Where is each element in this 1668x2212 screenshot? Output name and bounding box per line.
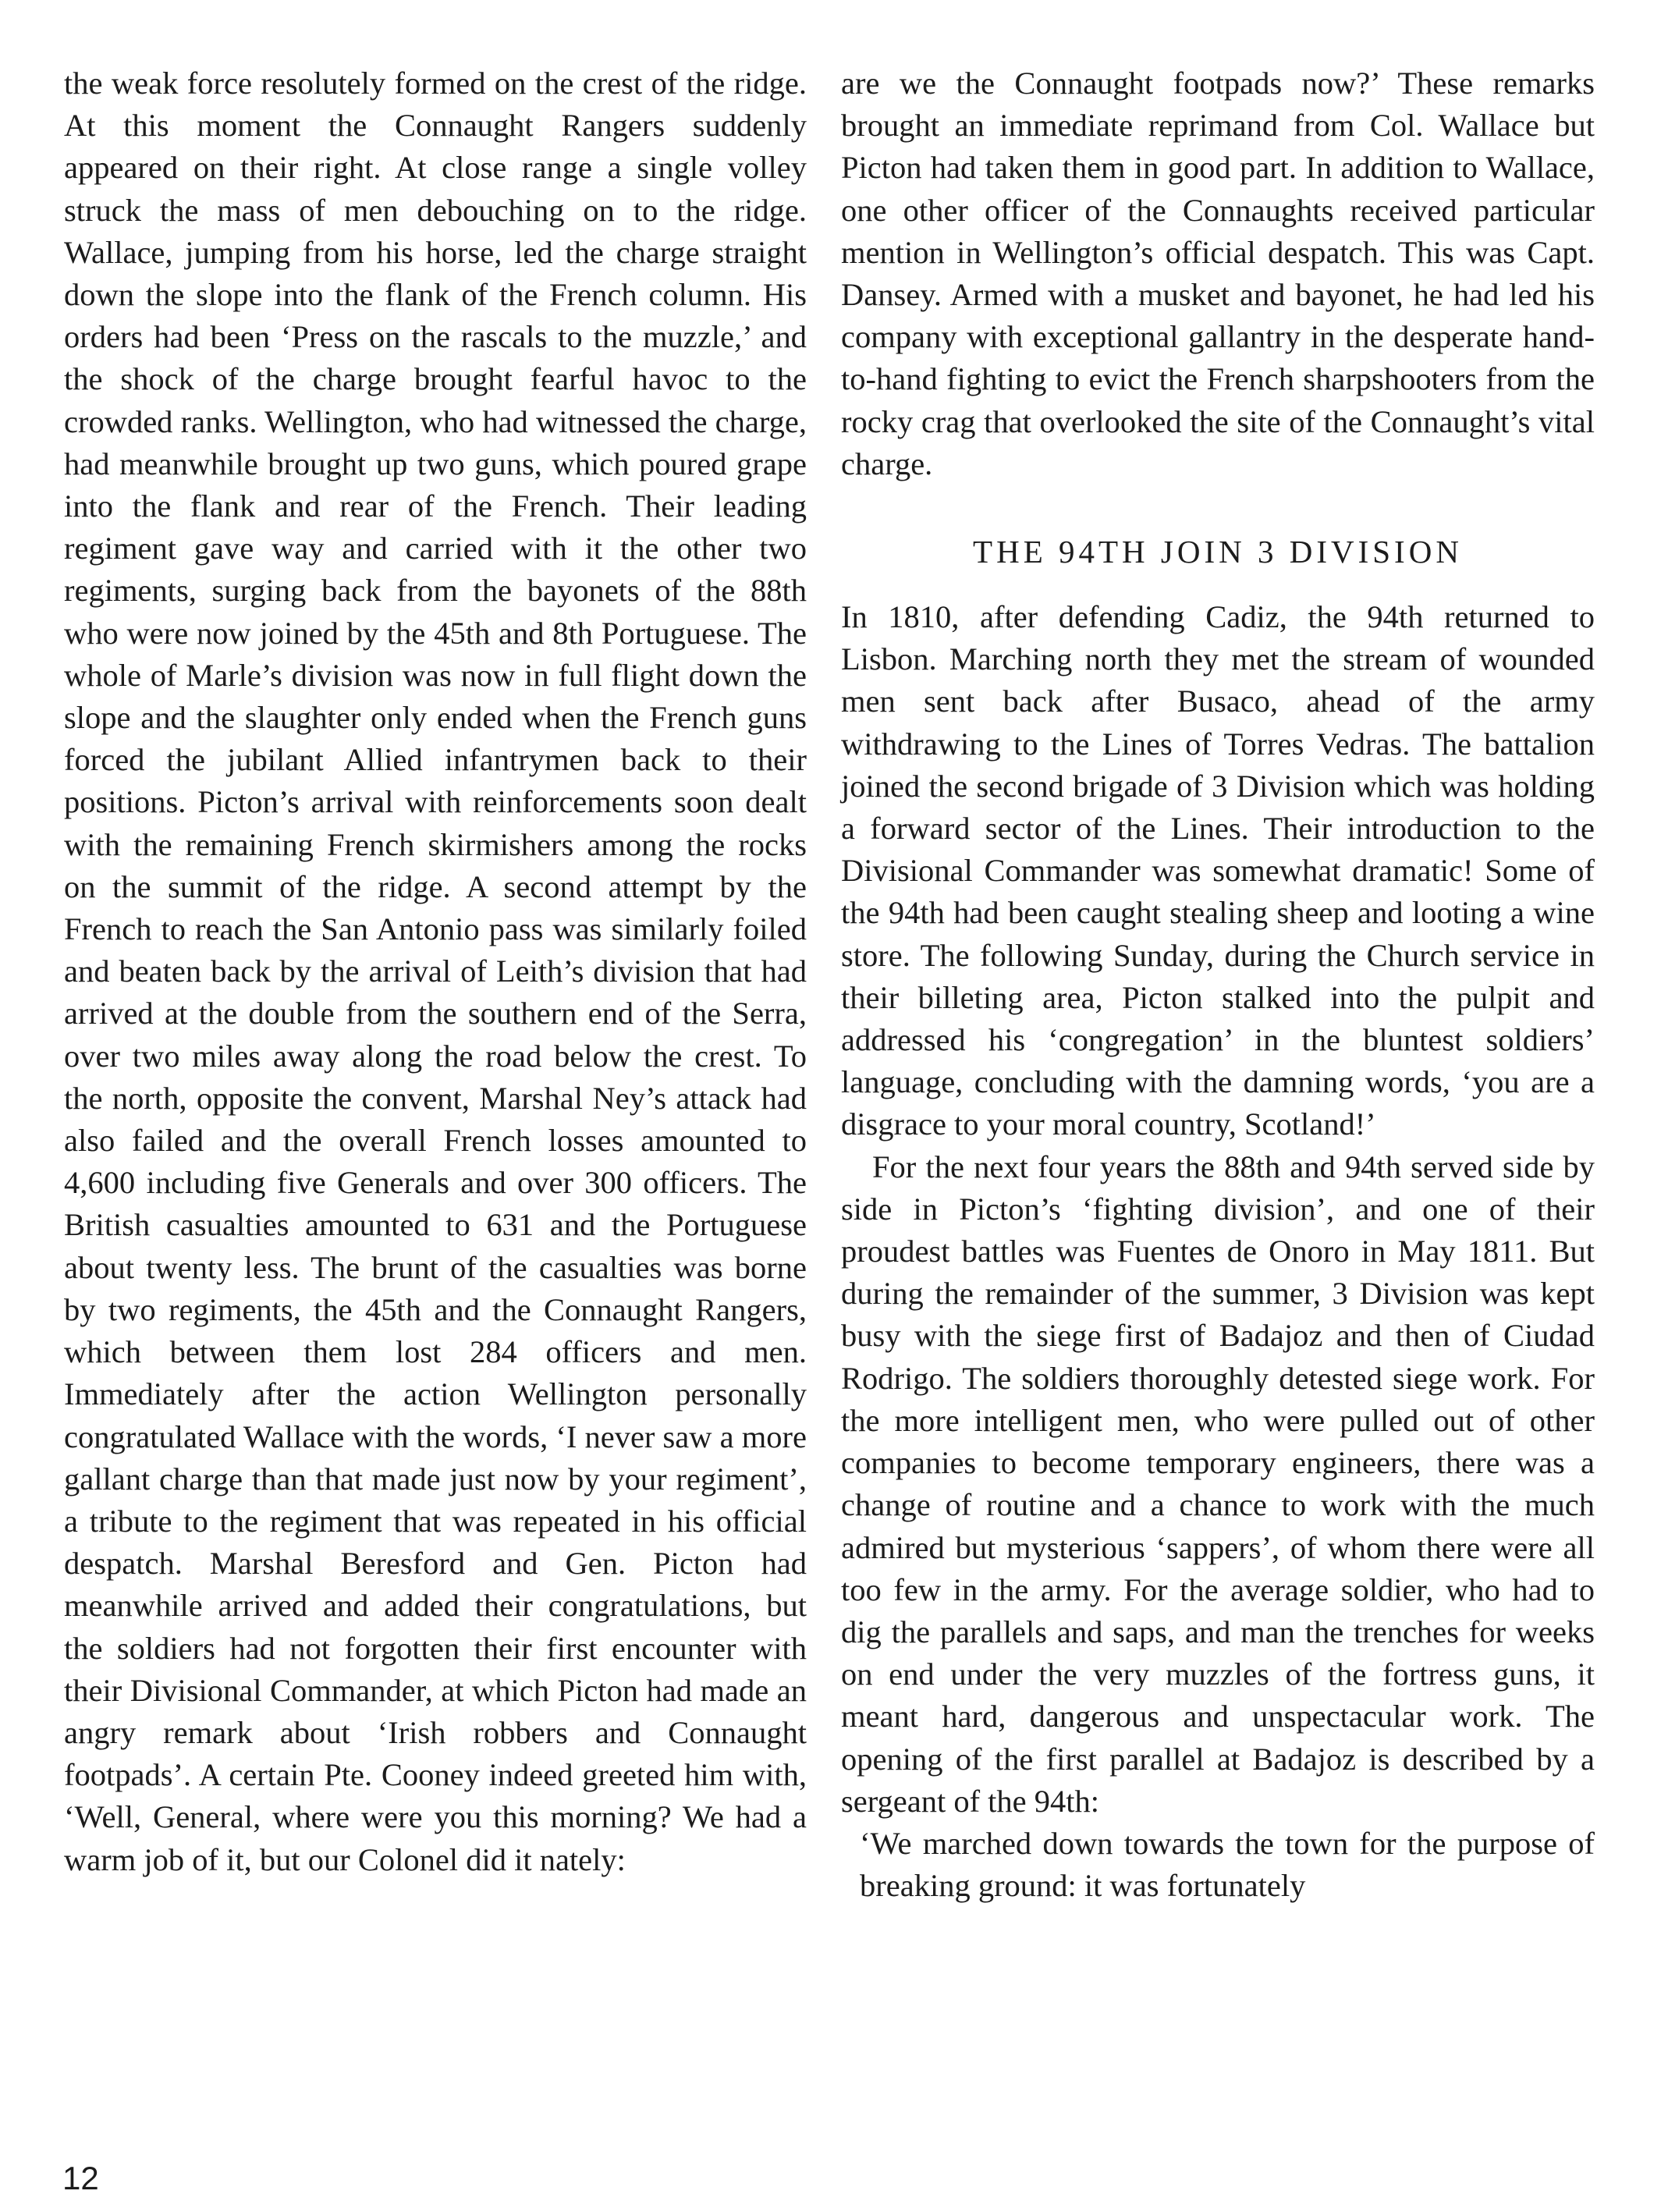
left-paragraph: the weak force resolutely formed on the crest of the ridge. At this moment the Connaught Rangers suddenly appeared on their right. At close range a single volley struck the mass of men debouching on to the ridge. Wallace, jumping from his horse, led the charge straight down the slope into the flank of the French column. His orders had been ‘Press on the rascals to the muzzle,’ and the shock of the charge brought fearful havoc to the crowded ranks. Wellington, who had witnessed the charge, had meanwhile brought up two guns, which poured grape into the flank and rear of the French. Their leading regiment gave way and carried with it the other two regiments, surging back from the bayonets of the 88th who were now joined by the 45th and 8th Portuguese. The whole of Marle’s division was now in full flight down the slope and the slaughter only ended when the French guns forced the jubilant Allied infantrymen back to their positions. Picton’s arrival with reinforcements soon dealt with the remaining French skirmishers among the rocks on the summit of the ridge. A second attempt by the French to reach the San Antonio pass was similarly foiled and beaten back by the arrival of Leith’s division that had arrived at the double from the southern end of the Serra, over two miles away along the road below the crest. To the north, opposite the convent, Marshal Ney’s attack had also failed and the overall French losses amounted to 4,600 including five Generals and over 300 officers. The British casualties amounted to 631 and the Portuguese about twenty less. The brunt of the casualties was borne by two regiments, the 45th and the Connaught Rangers, which between them lost 284 officers and men. Immediately after the action Wellington personally congratulated Wallace with the words, ‘I never saw a more gallant charge than that made just now by your regiment’, a tribute to the regiment that was repeated in his official despatch. Marshal Beresford and Gen. Picton had meanwhile arrived and added their congratulations, but the soldiers had not forgotten their first encounter with their Divisional Commander, at which Picton had made an angry remark about ‘Irish robbers and Connaught footpads’. A certain Pte. Cooney indeed greeted him with, ‘Well, General, where were you this morning? We had a warm job of it, but our Colonel did it nately: — [64, 66, 807, 1877]
section-heading: THE 94TH JOIN 3 DIVISION — [973, 534, 1463, 570]
right-column — [841, 62, 1595, 1907]
right-paragraph-3: For the next four years the 88th and 94th served side by side in Picton’s ‘fighting division’, and one of their proudest battles was Fuentes de Onoro in May 1811. But during the remainder of the summer, 3 Division was kept busy with the siege first of Badajoz and then of Ciudad Rodrigo. The soldiers thoroughly detested siege work. For the more intelligent men, who were pulled out of other companies to become temporary engineers, there was a change of routine and a chance to work with the much admired but mysterious ‘sappers’, of whom there were all too few in the army. For the average soldier, who had to dig the parallels and saps, and man the trenches for weeks on end under the very muzzles of the fortress guns, it meant hard, dangerous and unspectacular work. The opening of the first parallel at Badajoz is described by a sergeant of the 94th: — [841, 1149, 1595, 1819]
sergeant-quote: ‘We marched down towards the town for the purpose of breaking ground: it was fortunately — [860, 1825, 1595, 1904]
page-number: 12 — [62, 2160, 99, 2196]
right-paragraph-2: In 1810, after defending Cadiz, the 94th returned to Lisbon. Marching north they met the stream of wounded men sent back after Busaco, ahead of the army withdrawing to the Lines of Torres Vedras. The battalion joined the second brigade of 3 Division which was holding a forward sector of the Lines. Their introduction to the Divisional Commander was somewhat dramatic! Some of the 94th had been caught stealing sheep and looting a wine store. The following Sunday, during the Church service in their billeting area, Picton stalked into the pulpit and addressed his ‘congregation’ in the bluntest soldiers’ language, concluding with the damning words, ‘you are a disgrace to your moral country, Scotland!’ — [841, 599, 1595, 1142]
right-paragraph-1: are we the Connaught footpads now?’ These remarks brought an immediate reprimand from Col. Wallace but Picton had taken them in good part. In addition to Wallace, one other officer of the Connaughts received particular mention in Wellington’s official despatch. This was Capt. Dansey. Armed with a musket and bayonet, he had led his company with exceptional gallantry in the desperate hand-to-hand fighting to evict the French sharpshooters from the rocky crag that overlooked the site of the Connaught’s vital charge. — [841, 66, 1595, 481]
left-column — [64, 62, 807, 1881]
